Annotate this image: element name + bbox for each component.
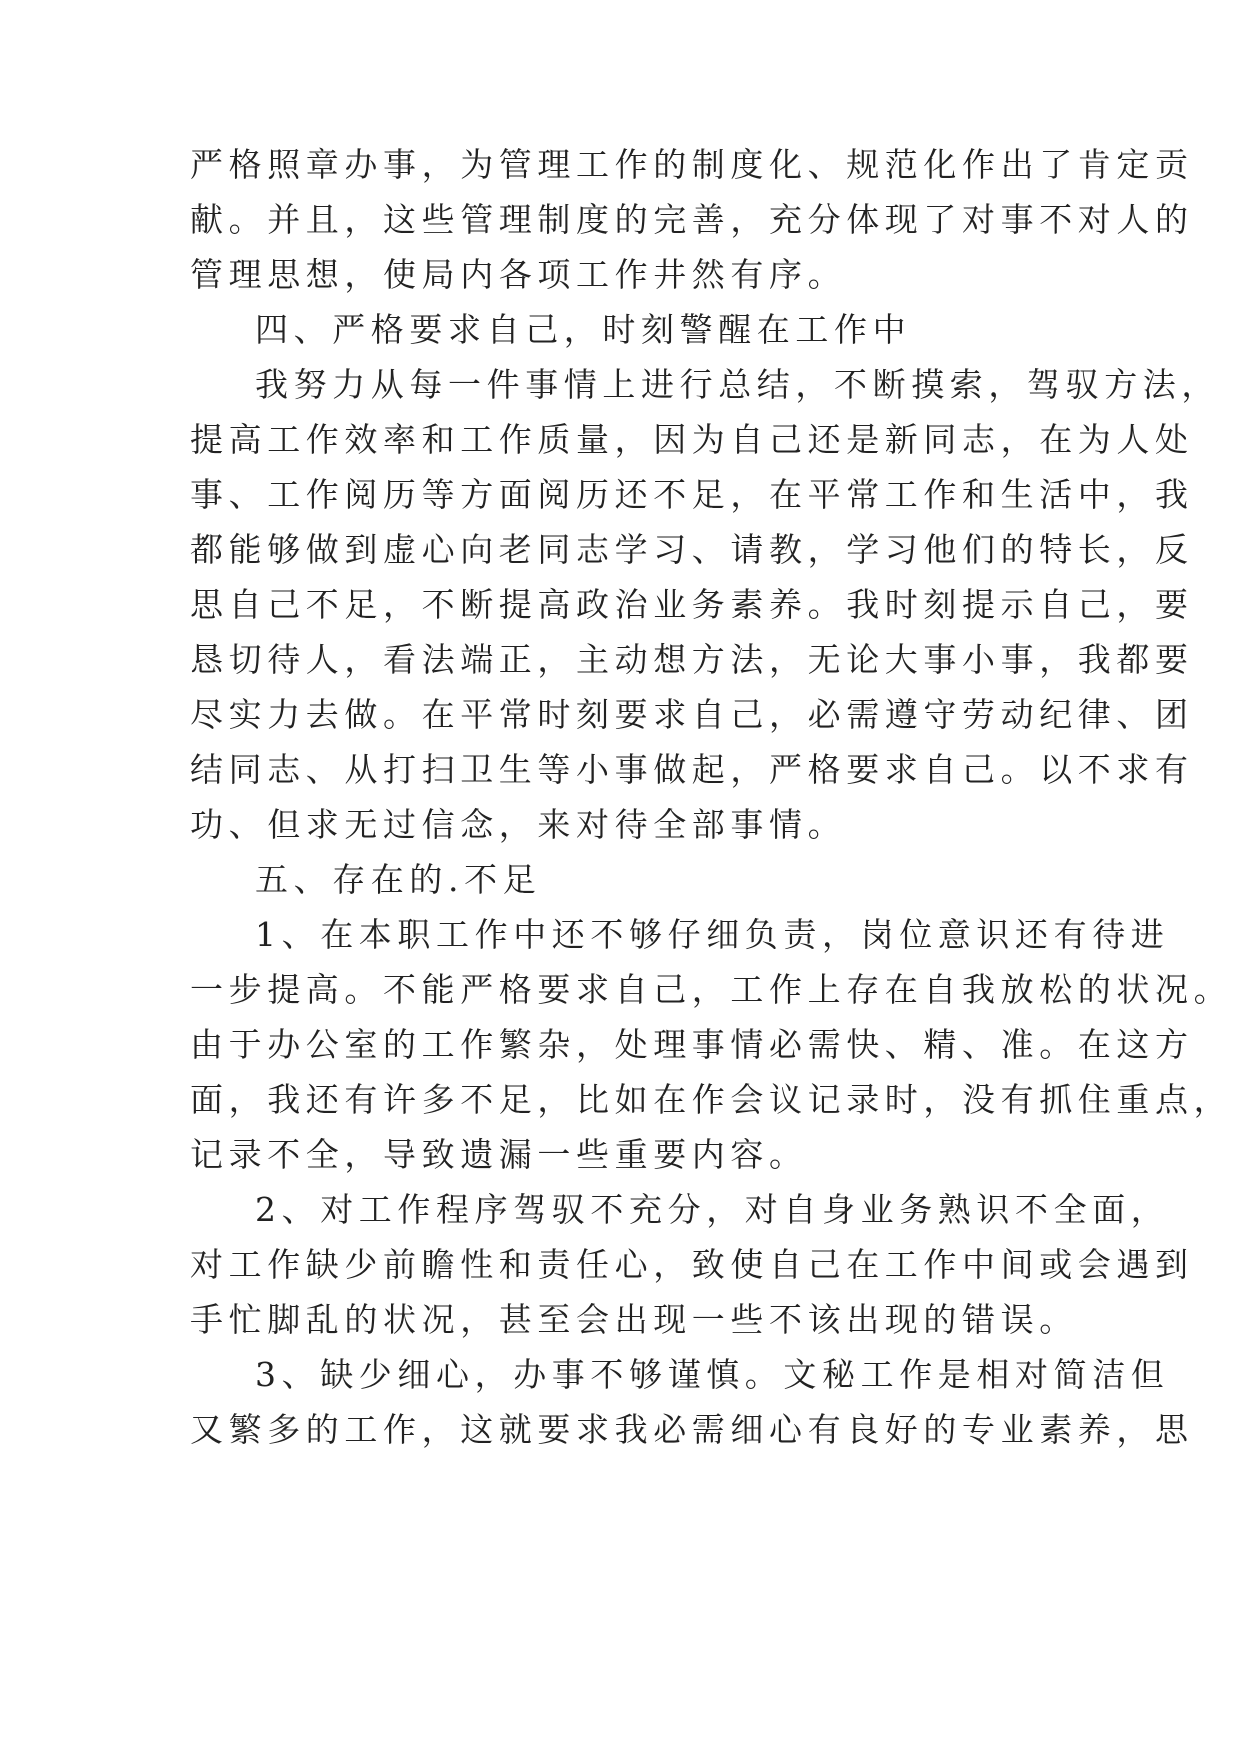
text-line: 事、工作阅历等方面阅历还不足，在平常工作和生活中，我 [190, 475, 1194, 514]
text-line: 恳切待人，看法端正，主动想方法，无论大事小事，我都要 [190, 640, 1194, 679]
text-line: 1、在本职工作中还不够仔细负责，岗位意识还有待进 [255, 915, 1170, 954]
text-line: 3、缺少细心，办事不够谨慎。文秘工作是相对简洁但 [255, 1355, 1170, 1394]
text-line: 手忙脚乱的状况，甚至会出现一些不该出现的错误。 [190, 1300, 1078, 1339]
text-line: 对工作缺少前瞻性和责任心，致使自己在工作中间或会遇到 [190, 1245, 1194, 1284]
text-line: 结同志、从打扫卫生等小事做起，严格要求自己。以不求有 [190, 750, 1194, 789]
text-line: 我努力从每一件事情上进行总结，不断摸索，驾驭方法， [255, 365, 1220, 404]
text-line: 管理思想，使局内各项工作井然有序。 [190, 255, 847, 294]
text-line: 面，我还有许多不足，比如在作会议记录时，没有抓住重点， [190, 1080, 1233, 1119]
text-line: 献。并且，这些管理制度的完善，充分体现了对事不对人的 [190, 200, 1194, 239]
section-heading: 五、存在的.不足 [255, 860, 542, 899]
text-line: 由于办公室的工作繁杂，处理事情必需快、精、准。在这方 [190, 1025, 1194, 1064]
text-line: 又繁多的工作，这就要求我必需细心有良好的专业素养，思 [190, 1410, 1194, 1449]
text-line: 一步提高。不能严格要求自己，工作上存在自我放松的状况。 [190, 970, 1233, 1009]
text-line: 思自己不足，不断提高政治业务素养。我时刻提示自己，要 [190, 585, 1194, 624]
text-line: 提高工作效率和工作质量，因为自己还是新同志，在为人处 [190, 420, 1194, 459]
section-heading: 四、严格要求自己，时刻警醒在工作中 [255, 310, 912, 349]
text-line: 记录不全，导致遗漏一些重要内容。 [190, 1135, 808, 1174]
text-line: 严格照章办事，为管理工作的制度化、规范化作出了肯定贡 [190, 145, 1194, 184]
text-line: 尽实力去做。在平常时刻要求自己，必需遵守劳动纪律、团 [190, 695, 1194, 734]
text-line: 功、但求无过信念，来对待全部事情。 [190, 805, 847, 844]
text-line: 都能够做到虚心向老同志学习、请教，学习他们的特长，反 [190, 530, 1194, 569]
text-line: 2、对工作程序驾驭不充分，对自身业务熟识不全面， [255, 1190, 1170, 1229]
